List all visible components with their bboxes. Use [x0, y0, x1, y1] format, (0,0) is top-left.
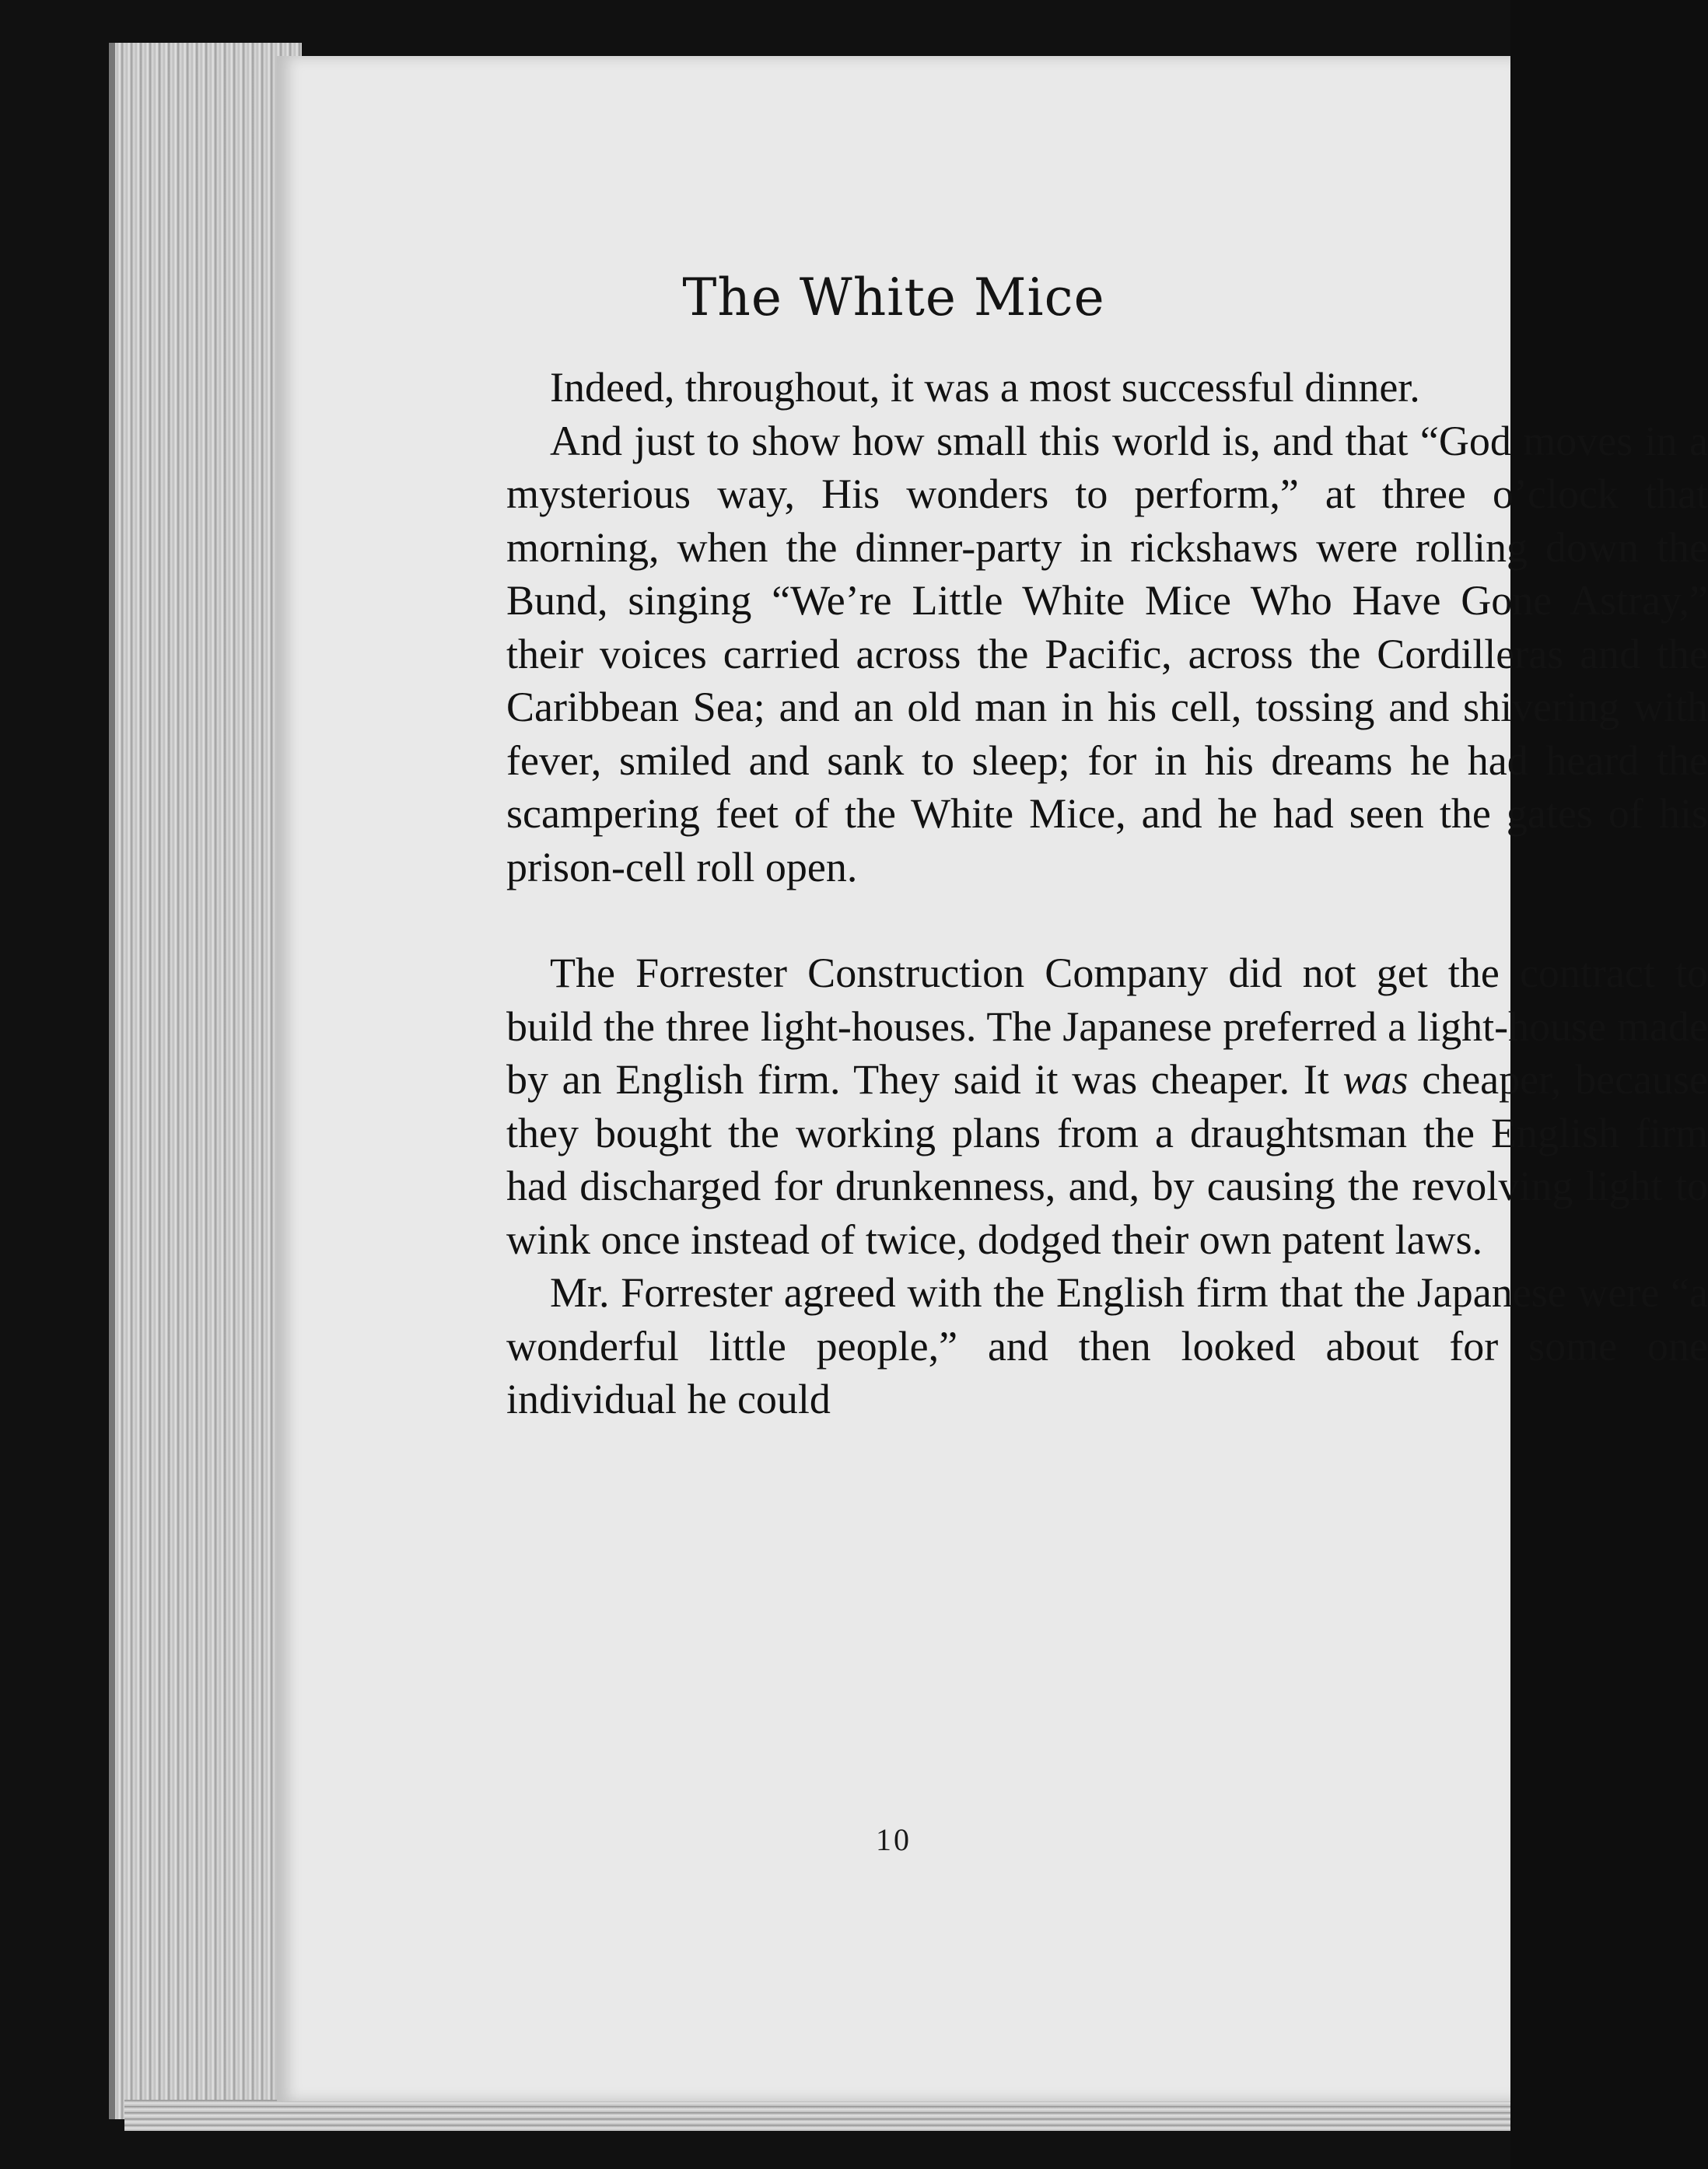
paragraph-2: And just to show how small this world is, and that “God moves in a mysterious way, His wonders to perform,” at three o’clock that morning, when the dinner-party in rickshaws were rolling down the Bund, singing “We’re Little White Mice Who Have Gone Astray,” their voices carried across the Pacific, across the Cordilleras and the Caribbean Sea; and an old man in his cell, tossing and shivering with fever, smiled and sank to sleep; for in his dreams he had heard the scampering feet of the White Mice, and he had seen the gates of his prison-cell roll open.: [506, 417, 1708, 890]
bottom-page-edges: [124, 2100, 1510, 2131]
page-number: 10: [876, 1822, 912, 1857]
page-body-text: [506, 361, 1708, 1426]
paragraph-3: [506, 946, 1708, 1266]
paragraph-3-emphasis: was: [1342, 1056, 1409, 1103]
running-head: The White Mice: [682, 268, 1105, 327]
paragraph-1: Indeed, throughout, it was a most successful dinner.: [550, 364, 1420, 411]
paragraph-3-part-2: cheaper, because they bought the working plans from a draughtsman the English firm had discharged for drunkenness, and, by causing the revolving light to wink once instead of twice, dodged their own patent laws.: [506, 1056, 1708, 1263]
book-page: [277, 56, 1708, 2101]
section-break: [506, 894, 1708, 946]
page-edges: [109, 43, 302, 2119]
paragraph-4: Mr. Forrester agreed with the English firm that the Japanese were “a wonderful little people,” and then looked about for some one individual he could: [506, 1269, 1708, 1422]
paragraph-3-part-1: The Forrester Construction Company did not get the contract to build the three light-houses. The Japanese preferred a light-house made by an English firm. They said it was cheaper. It: [506, 950, 1708, 1103]
